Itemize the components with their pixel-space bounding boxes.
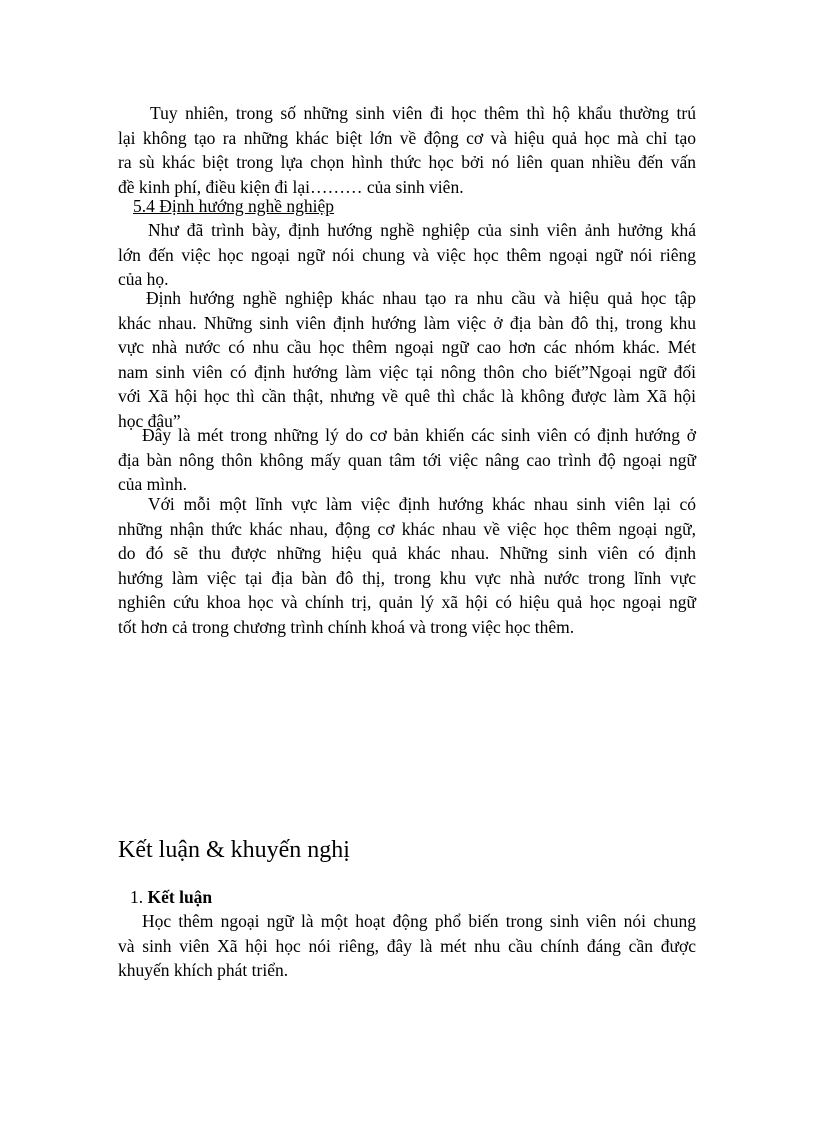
paragraph-line: Như đã trình bày, định hướng nghề nghiệp của sinh viên ảnh hưởng khá [148,220,696,240]
paragraph-career-orientation-intro [118,218,696,292]
paragraph-line: khác nhau. Những sinh viên định hướng làm việc ở địa bàn đô thị, trong khu [118,312,696,333]
paragraph-line: những nhận thức khác nhau, động cơ khác nhau về việc học thêm ngoại ngữ, [118,518,696,539]
paragraph-line: lại không tạo ra những khác biệt lớn về động cơ và hiệu quả học mà chỉ tạo [118,127,696,148]
paragraph-line: nghiên cứu khoa học và chính trị, quản lý xã hội có hiệu quả học ngoại ngữ [118,592,696,612]
subheading-number: 1. [130,887,144,907]
paragraph-line: tốt hơn cả trong chương trình chính khoá và trong việc học thêm. [118,616,575,637]
subheading-text: Kết luận [147,887,213,907]
paragraph-line: vực nhà nước có nhu cầu học thêm ngoại ngữ cao hơn các nhóm khác. Mét [118,337,696,357]
paragraph-rural-reason [118,423,696,497]
paragraph-household-registration [118,101,696,199]
paragraph-line: của mình. [118,474,188,494]
paragraph-line: địa bàn nông thôn không mấy quan tâm tới việc nâng cao trình độ ngoại ngữ [118,449,696,470]
paragraph-career-differences [118,286,696,433]
section-heading-career-orientation: 5.4 Định hướng nghề nghiệp [133,196,335,216]
paragraph-line: Với mỗi một lĩnh vực làm việc định hướng khác nhau sinh viên lại có [148,494,696,514]
paragraph-line: nam sinh viên có định hướng làm việc tại nông thôn cho biết”Ngoại ngữ đối [118,361,696,382]
paragraph-line: học đâu” [118,410,181,431]
paragraph-conclusion [118,909,696,983]
paragraph-line: Đây là mét trong những lý do cơ bản khiến các sinh viên có định hướng ở [142,425,696,445]
subheading-conclusion [130,885,212,909]
paragraph-line: hướng làm việc tại địa bàn đô thị, trong khu vực nhà nước trong lĩnh vực [118,567,696,588]
paragraph-field-perceptions [118,492,696,639]
paragraph-line: đề kinh phí, điều kiện đi lại……… của sinh viên. [118,176,464,197]
paragraph-line: lớn đến việc học ngoại ngữ nói chung và việc học thêm ngoại ngữ nói riêng [118,244,696,265]
paragraph-line: Học thêm ngoại ngữ là một hoạt động phổ biến trong sinh viên nói chung [142,911,696,931]
paragraph-line: của họ. [118,269,169,289]
section-title-conclusions: Kết luận & khuyến nghị [118,837,350,863]
paragraph-line: ra sù khác biệt trong lựa chọn hình thức học bởi nó liên quan nhiều đến vấn [118,152,696,172]
paragraph-line: khuyến khích phát triển. [118,960,289,980]
paragraph-line: Định hướng nghề nghiệp khác nhau tạo ra nhu cầu và hiệu quả học tập [146,288,696,308]
paragraph-line: với Xã hội học thì cần thật, nhưng về quê thì chắc là không được làm Xã hội [118,386,696,406]
paragraph-line: do đó sẽ thu được những hiệu quả khác nhau. Những sinh viên có định [118,543,696,563]
paragraph-line: Tuy nhiên, trong số những sinh viên đi học thêm thì hộ khẩu thường trú [150,103,696,123]
paragraph-line: và sinh viên Xã hội học nói riêng, đây là mét nhu cầu chính đáng cần được [118,935,696,956]
